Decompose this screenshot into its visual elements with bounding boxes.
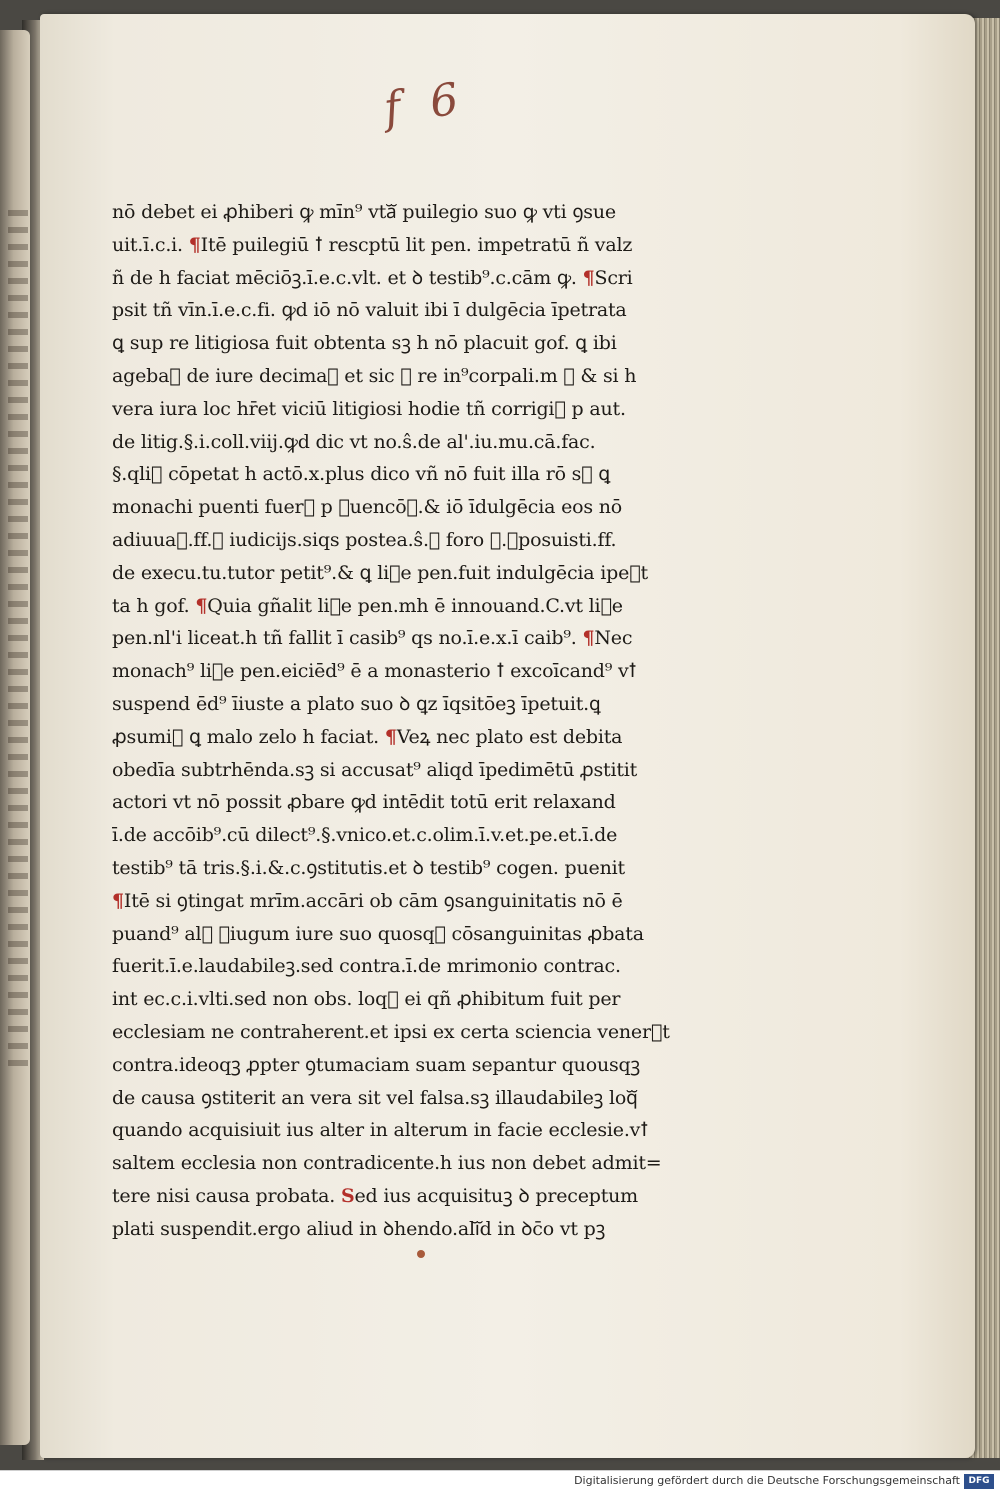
text-line — [112, 557, 712, 590]
text-span: Veꝝ nec plato est debita — [396, 725, 623, 748]
text-line — [112, 819, 712, 852]
text-span: ī.de accōib⁹.cū dilect⁹.§.vnico.et.c.olim.ī.v.et.pe.et.ī.de — [112, 824, 618, 847]
footer-bar — [0, 1470, 1000, 1493]
rubric-mark: ¶ — [582, 266, 595, 289]
text-line — [112, 754, 712, 787]
text-span: ñ de h faciat mēciōꝫ.ī.e.c.vlt. et ꝺ testib⁹.c.cām ꝙ. — [112, 266, 583, 289]
text-line — [112, 229, 712, 262]
text-line — [112, 622, 712, 655]
text-line — [112, 458, 712, 491]
text-span: puand⁹ alᷓ ꝯiugum iure suo quosqꝫ cōsanguinitas ꝓbata — [112, 922, 644, 945]
text-line — [112, 294, 712, 327]
text-span: uit.ī.c.i. — [112, 233, 189, 256]
text-line — [112, 688, 712, 721]
text-line — [112, 1213, 712, 1246]
text-span: agebaᷓ de iure decimaꝝ et sic ꝺ re in⁹corpali.m ꝙ & si h — [112, 364, 637, 387]
text-line — [112, 885, 712, 918]
text-span: ta h gof. — [112, 594, 196, 617]
text-span: testib⁹ tā tris.§.i.&.c.ꝯstitutis.et ꝺ testib⁹ cogen. puenit — [112, 856, 625, 879]
text-span: pen.nl'i liceat.h tñ fallit ī casib⁹ qs no.ī.e.x.ī caib⁹. — [112, 627, 583, 650]
text-span: Quia gñalit liᷓe pen.mh ē innouand.C.vt liᷓe — [207, 594, 623, 617]
text-span: contra.ideoqꝫ ꝓpter ꝯtumaciam suam sepantur quousqꝫ — [112, 1053, 641, 1076]
rubric-mark: ¶ — [195, 594, 208, 617]
text-line — [112, 590, 712, 623]
text-span: ecclesiam ne contraherent.et ipsi ex certa sciencia venerᷓt — [112, 1020, 670, 1043]
text-line — [112, 524, 712, 557]
ink-mark — [417, 1250, 425, 1258]
text-line — [112, 393, 712, 426]
text-span: §.qliᷓ cōpetat h actō.x.plus dico vñ nō fuit illa rō sꝫ ꝗ — [112, 463, 611, 486]
dfg-logo: DFG — [964, 1474, 994, 1489]
text-line — [112, 786, 712, 819]
text-span: vera iura loc hr̄et viciū litigiosi hodie tñ corrigiᷓ p aut. — [112, 397, 626, 420]
text-line — [112, 983, 712, 1016]
text-span: actori vt nō possit ꝓbare ꝙd intēdit totū erit relaxand — [112, 791, 616, 814]
text-span: Itē si ꝯtingat mrīm.accāri ob cām ꝯsanguinitatis nō ē — [123, 889, 623, 912]
text-line — [112, 196, 712, 229]
rubric-mark: ¶ — [582, 627, 595, 650]
text-line — [112, 491, 712, 524]
folio-mark: f 6 — [380, 72, 470, 135]
text-span: obedīa subtrhēnda.sꝫ si accusat⁹ aliqd īpedimētū ꝓstitit — [112, 758, 638, 781]
text-span: monachi puenti fuerᷓ p ꝺuencōꝫ.& iō īdulgēcia eos nō — [112, 496, 623, 519]
text-span: nō debet ei ꝓhiberi ꝙ mīn⁹ vtaᷓ puilegio suo ꝙ vti ꝯsue — [112, 201, 616, 223]
text-span: de execu.tu.tutor petit⁹.& ꝗ liᷓe pen.fuit indulgēcia ipeᷓt — [112, 561, 648, 584]
text-line — [112, 721, 712, 754]
text-line — [112, 1049, 712, 1082]
facing-page-edge — [0, 30, 30, 1445]
text-span: psit tñ vīn.ī.e.c.fi. ꝙd iō nō valuit ibi ī dulgēcia īpetrata — [112, 299, 627, 322]
rubric-mark: S — [340, 1184, 355, 1207]
text-span: int ec.c.i.vlti.sed non obs. loqᷓ ei qñ ꝓhibitum fuit per — [112, 988, 621, 1011]
text-line — [112, 327, 712, 360]
rubric-mark: ¶ — [188, 233, 201, 256]
text-line — [112, 1114, 712, 1147]
text-span: Itē puilegiū ꝉ rescptū lit pen. impetratū ñ valz — [200, 233, 633, 256]
text-span: de litig.§.i.coll.viij.ꝙd dic vt no.ŝ.de al'.iu.mu.cā.fac. — [112, 430, 596, 453]
text-span: adiuuaᷓ.ff.ꝺ iudicijs.siqs postea.ŝ.ꝺ foro ꝯ.ꝯposuisti.ff. — [112, 528, 617, 551]
text-span: Nec — [594, 627, 633, 650]
text-line — [112, 918, 712, 951]
incunable-text-block — [112, 196, 712, 1246]
text-span: tere nisi causa probata. — [112, 1184, 341, 1207]
text-span: saltem ecclesia non contradicente.h ius non debet admit= — [112, 1152, 662, 1175]
text-span: fuerit.ī.e.laudabileꝫ.sed contra.ī.de mrimonio contrac. — [112, 955, 621, 978]
text-line — [112, 852, 712, 885]
text-span: ed ius acquisituꝫ ꝺ preceptum — [354, 1184, 638, 1207]
text-line — [112, 360, 712, 393]
text-span: suspend ēd⁹ īiuste a plato suo ꝺ ꝗz īqsitōeꝫ īpetuit.ꝗ — [112, 692, 601, 715]
rubric-mark: ¶ — [384, 725, 397, 748]
text-line — [112, 1147, 712, 1180]
text-line — [112, 426, 712, 459]
text-line — [112, 1016, 712, 1049]
text-span: quando acquisiuit ius alter in alterum in facie ecclesie.vꝉ — [112, 1119, 649, 1142]
text-span: ꝗ sup re litigiosa fuit obtenta sꝫ h nō placuit gof. ꝗ ibi — [112, 332, 617, 355]
text-span: plati suspendit.ergo aliud in ꝺhendo.aliᷓd in ꝺc̄o vt pꝫ — [112, 1217, 606, 1240]
footer-credit: Digitalisierung gefördert durch die Deutsche Forschungsgemeinschaft — [574, 1474, 960, 1487]
text-line — [112, 1180, 712, 1213]
text-span: monach⁹ liᷓe pen.eiciēd⁹ ē a monasterio ꝉ excoīcand⁹ vꝉ — [112, 660, 637, 683]
text-span: ꝓsumiᷓ ꝗ malo zelo h faciat. — [112, 725, 385, 748]
rubric-mark: ¶ — [112, 889, 124, 912]
text-line — [112, 655, 712, 688]
text-span: de causa ꝯstiterit an vera sit vel falsa.sꝫ illaudabileꝫ loqᷓ — [112, 1086, 638, 1109]
text-line — [112, 262, 712, 295]
text-span: Scri — [594, 266, 633, 289]
text-line — [112, 950, 712, 983]
text-line — [112, 1082, 712, 1115]
